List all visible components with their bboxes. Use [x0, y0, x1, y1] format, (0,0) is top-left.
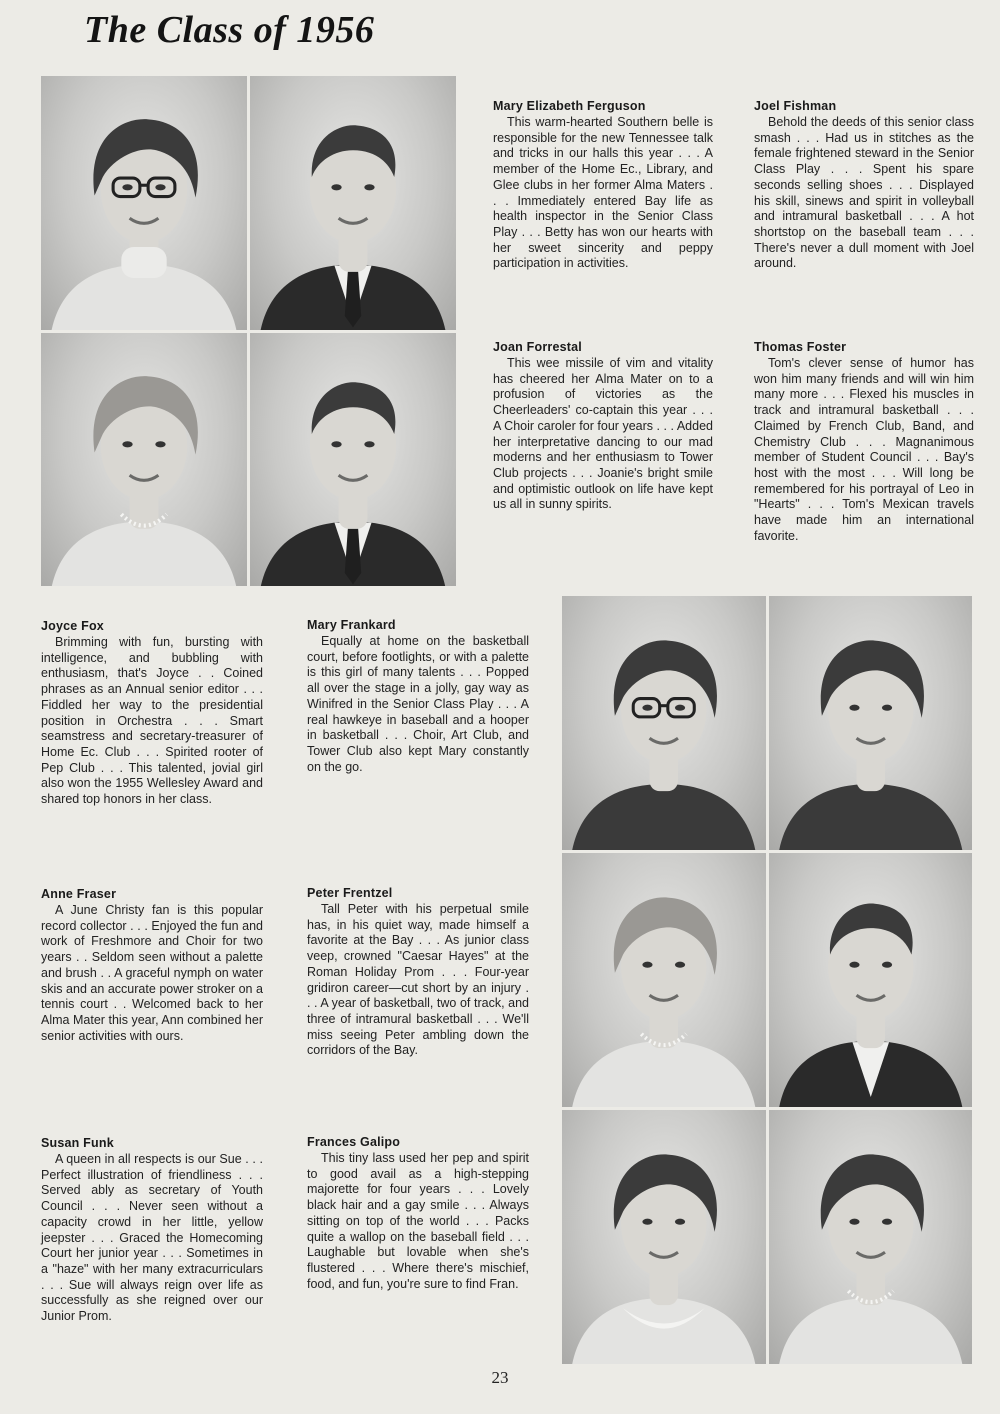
- bio-text: A June Christy fan is this popular record collector . . . Enjoyed the fun and work of Freshmore and Choir for two years . . Seldom seen without a palette and brush . . A graceful nymph on water skis and an accurate power stroker on a tennis court . . Welcomed back to her Alma Mater this year, Ann combined her senior activities with ours.: [41, 903, 263, 1043]
- portrait-photo: [769, 1110, 973, 1364]
- portrait-photo: [250, 333, 456, 587]
- portrait-photo: [769, 853, 973, 1107]
- bio-name: Susan Funk: [41, 1136, 114, 1150]
- bio-name: Joel Fishman: [754, 99, 837, 113]
- page-title: The Class of 1956: [84, 9, 375, 51]
- bio-peter-frentzel: [307, 885, 529, 1059]
- bio-text: This tiny lass used her pep and spirit to good avail as a high-stepping majorette for four years . . . Lovely black hair and a gay smile . . . Always sitting on top of the world . . . Packs quite a wallop on the baseball field . . . Laughable but lovable when she's flustered . . . Where there's mischief, food, and fun, you're sure to find Fran.: [307, 1151, 529, 1291]
- page-number: 23: [491, 1368, 509, 1387]
- bio-name: Peter Frentzel: [307, 886, 393, 900]
- bio-text: Brimming with fun, bursting with intelligence, and bubbling with enthusiasm, that's Joyce . . Coined phrases as an Annual senior editor . . . Fiddled her way to the presidential position in Orchestra . . . Smart seamstress and secretary-treasurer of Home Ec. Club . . . Spirited rooter of Pep Club . . . This talented, jovial girl also won the 1955 Wellesley Award and shared top honors in her class.: [41, 635, 263, 807]
- bio-name: Anne Fraser: [41, 887, 117, 901]
- bio-text: A queen in all respects is our Sue . . . Perfect illustration of friendliness . . . Served ably as secretary of Youth Council . . . Never seen without a capacity crowd in her little, yellow jeepster . . . Graced the Homecoming Court her junior year . . . Sometimes in a "haze" with her many extracurriculars . . . Sue will always reign over life as successfully as she reigned over our Junior Prom.: [41, 1152, 263, 1324]
- bio-text: Equally at home on the basketball court, before footlights, or with a palette is this girl of many talents . . . Popped all over the stage in a jolly, gay way as Winifred in the Senior Class Play . . . A real hawkeye in baseball and a hooper in basketball . . . Choir, Art Club, and Tower Club also kept Mary constantly on the go.: [307, 634, 529, 774]
- bio-joel-fishman: [754, 98, 974, 272]
- portrait-photo: [562, 596, 766, 850]
- portrait-photo: [41, 333, 247, 587]
- bio-text: This wee missile of vim and vitality has cheered her Alma Mater on to a profusion of victories as the Cheerleaders' co-captain this year . . . A Choir caroler for four years . . . Added her interpretative dancing to our mad moderns and her enthusiasm to Tower Club projects . . . Joanie's bright smile and optimistic outlook on life have kept us all in sunny spirits.: [493, 356, 713, 512]
- bio-text: Tom's clever sense of humor has won him many friends and will win him many more . . . Flexed his muscles in track and intramural basketball . . . Claimed by French Club, Band, and Chemistry Club . . . Magnanimous member of Student Council . . . Bay's host with the most . . . Will long be remembered for his portrayal of Leo in "Hearts" . . . Tom's Mexican travels have made him an international favorite.: [754, 356, 974, 543]
- bio-name: Mary Frankard: [307, 618, 396, 632]
- bio-mary-frankard: [307, 617, 529, 775]
- photo-grid-top: [41, 76, 456, 586]
- portrait-photo: [562, 1110, 766, 1364]
- bio-text: This warm-hearted Southern belle is responsible for the new Tennessee talk and tricks in our halls this year . . . A member of the Home Ec., Library, and Glee clubs in her former Alma Maters . . . Immediately entered Bay life as health inspector in the Senior Class Play . . . Betty has won our hearts with her sweet sincerity and peppy participation in activities.: [493, 115, 713, 271]
- bio-joan-forrestal: [493, 339, 713, 513]
- bio-joyce-fox: [41, 618, 263, 808]
- bio-text: Behold the deeds of this senior class smash . . . Had us in stitches as the female frightened steward in the Senior Class Play . . . Spent his spare seconds selling shoes . . . Displayed his skill, sinews and spirit in volleyball and intramural basketball . . . A hot shortstop on the baseball team . . . There's never a dull moment with Joel around.: [754, 115, 974, 271]
- bio-name: Joyce Fox: [41, 619, 104, 633]
- portrait-photo: [562, 853, 766, 1107]
- bio-name: Thomas Foster: [754, 340, 847, 354]
- bio-name: Mary Elizabeth Ferguson: [493, 99, 646, 113]
- portrait-photo: [250, 76, 456, 330]
- bio-anne-fraser: [41, 886, 263, 1044]
- bio-thomas-foster: [754, 339, 974, 544]
- bio-name: Joan Forrestal: [493, 340, 582, 354]
- bio-mary-elizabeth-ferguson: [493, 98, 713, 272]
- bio-text: Tall Peter with his perpetual smile has, in his quiet way, made himself a favorite at the Bay . . . As junior class veep, crowned "Caesar Hayes" at the Roman Holiday Prom . . . Four-year gridiron career—cut short by an injury . . . A year of basketball, two of track, and three of intramural basketball . . . We'll miss seeing Peter ambling down the corridors of the Bay.: [307, 902, 529, 1058]
- bio-frances-galipo: [307, 1134, 529, 1292]
- photo-grid-bottom: [562, 596, 972, 1364]
- portrait-photo: [769, 596, 973, 850]
- portrait-photo: [41, 76, 247, 330]
- bio-name: Frances Galipo: [307, 1135, 401, 1149]
- bio-susan-funk: [41, 1135, 263, 1325]
